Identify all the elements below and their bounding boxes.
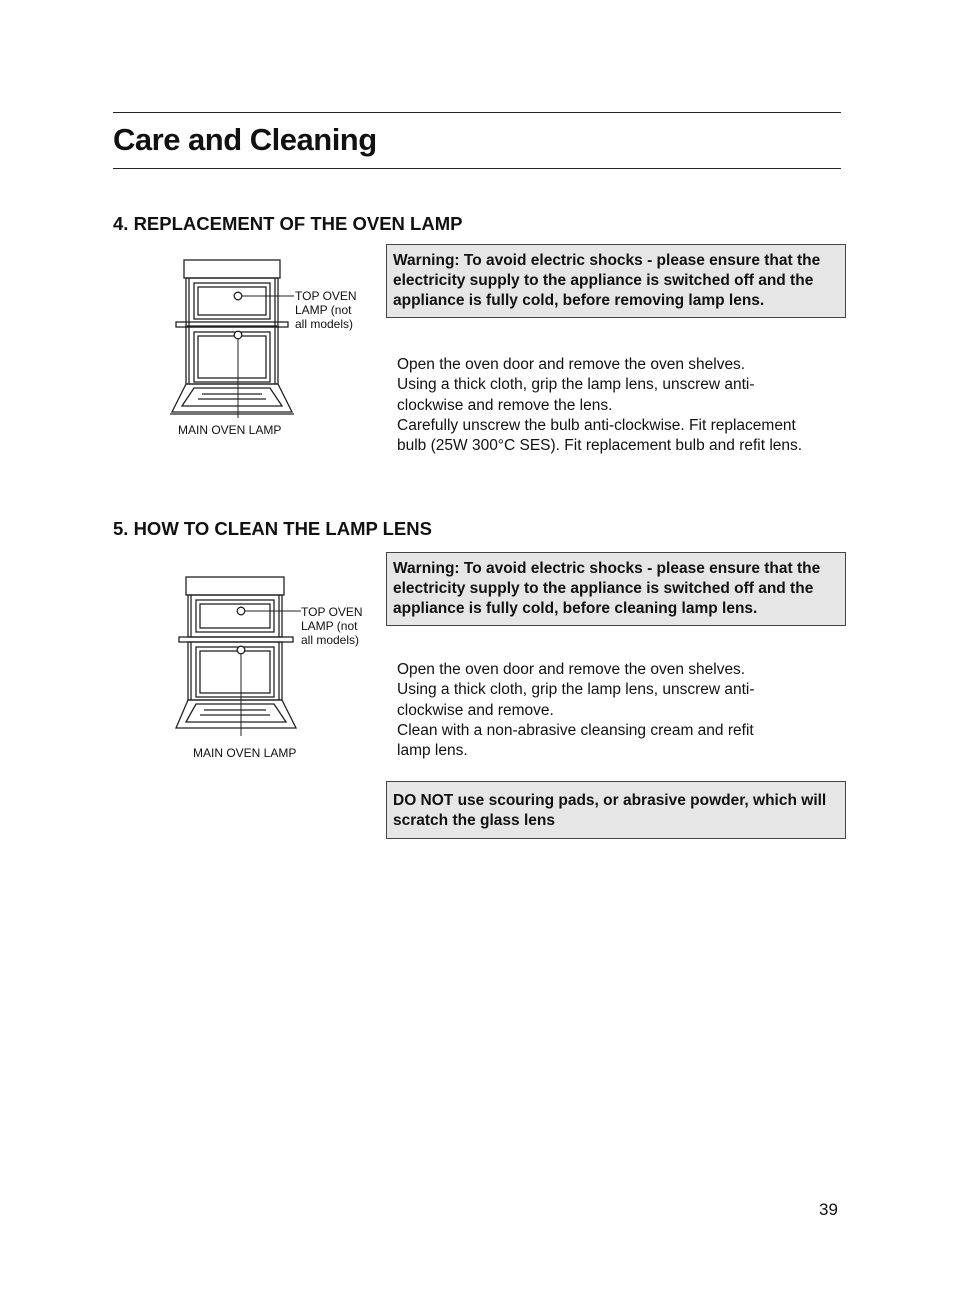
section-heading-lamp-lens-cleaning: 5. HOW TO CLEAN THE LAMP LENS	[113, 518, 432, 539]
top-oven-lamp-label: TOP OVEN LAMP (not all models)	[295, 289, 357, 331]
warning-box: Warning: To avoid electric shocks - please ensure that the electricity supply to the appliance is switched off and the appliance is fully cold, before cleaning lamp lens.	[386, 552, 846, 626]
top-rule	[113, 112, 841, 113]
main-oven-lamp-label: MAIN OVEN LAMP	[178, 423, 282, 437]
instruction-step: Open the oven door and remove the oven shelves.	[397, 661, 746, 678]
main-oven-lamp-label: MAIN OVEN LAMP	[193, 746, 297, 760]
oven-diagram	[174, 574, 304, 736]
warning-box: Warning: To avoid electric shocks - please ensure that the electricity supply to the appliance is switched off and the appliance is fully cold, before removing lamp lens.	[386, 244, 846, 318]
top-oven-lamp-label: TOP OVEN LAMP (not all models)	[301, 605, 363, 647]
page-title: Care and Cleaning	[113, 122, 377, 157]
oven-diagram	[168, 256, 298, 418]
instruction-step: Clean with a non-abrasive cleansing cream and refit lamp lens.	[397, 721, 754, 760]
caution-box: DO NOT use scouring pads, or abrasive powder, which will scratch the glass lens	[386, 781, 846, 839]
section-heading-lamp-replacement: 4. REPLACEMENT OF THE OVEN LAMP	[113, 213, 463, 234]
title-bottom-rule	[113, 168, 841, 169]
instructions	[397, 355, 837, 456]
instructions	[397, 660, 837, 761]
instruction-step: Carefully unscrew the bulb anti-clockwise. Fit replacement bulb (25W 300°C SES). Fit replacement bulb and refit lens.	[397, 416, 803, 455]
instruction-step: Open the oven door and remove the oven shelves.	[397, 356, 746, 373]
page-number: 39	[819, 1200, 838, 1219]
instruction-step: Using a thick cloth, grip the lamp lens, unscrew anti-clockwise and remove the lens.	[397, 376, 755, 414]
instruction-step: Using a thick cloth, grip the lamp lens, unscrew anti-clockwise and remove.	[397, 681, 755, 719]
